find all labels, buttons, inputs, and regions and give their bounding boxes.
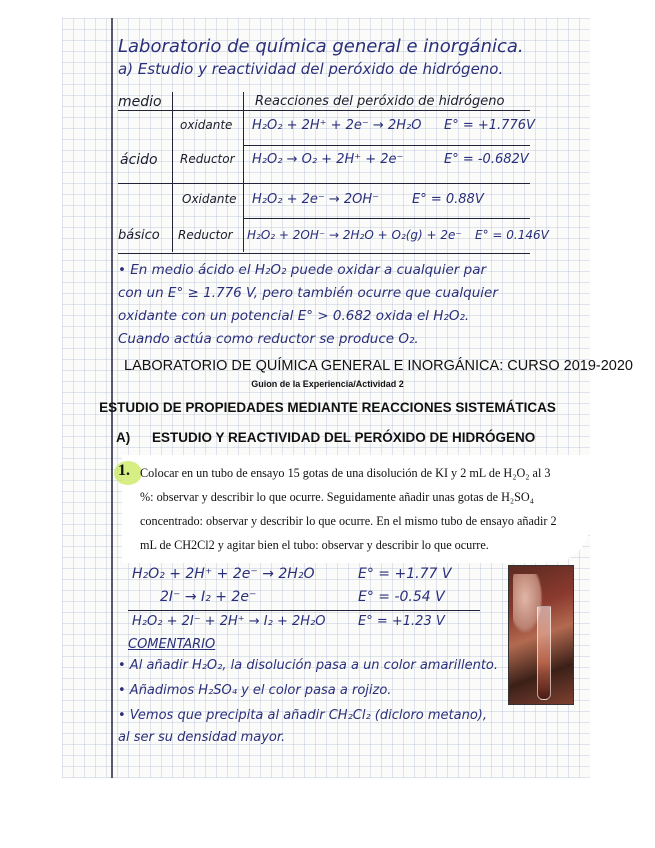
note-line-4: Cuando actúa como reductor se produce O₂. [118, 331, 419, 347]
note-line-3: oxidante con un potencial E° > 0.682 oxida el H₂O₂. [118, 308, 470, 324]
comment-line-4: al ser su densidad mayor. [118, 730, 286, 745]
test-tube [537, 606, 551, 700]
row3-type: Oxidante [182, 192, 237, 206]
table-header-reacciones: Reacciones del peróxido de hidrógeno [255, 94, 505, 109]
row3-reaction: H₂O₂ + 2e⁻ → 2OH⁻ [252, 192, 380, 207]
comment-title: COMENTARIO [128, 637, 216, 652]
row4-potential: E° = 0.146V [475, 228, 549, 242]
row3-potential: E° = 0.88V [412, 192, 484, 207]
table-row-line-1 [243, 145, 530, 146]
equation-3-potential: E° = +1.23 V [358, 614, 445, 629]
row1-potential: E° = +1.776V [444, 118, 535, 133]
table-header-medio: medio [118, 94, 162, 110]
equation-1: H₂O₂ + 2H⁺ + 2e⁻ → 2H₂O [132, 566, 315, 582]
row2-potential: E° = -0.682V [444, 152, 529, 167]
instruction-line-2: %: observar y describir lo que ocurre. Seguidamente añadir unas gotas de H₂SO₄ [140, 490, 534, 504]
row4-reaction: H₂O₂ + 2OH⁻ → 2H₂O + O₂(g) + 2e⁻ [247, 228, 462, 242]
lab-course-title: LABORATORIO DE QUÍMICA GENERAL E INORGÁNICA: CURSO 2019-2020 [124, 358, 633, 374]
notebook-margin-line [111, 18, 113, 778]
equation-2: 2I⁻ → I₂ + 2e⁻ [160, 589, 257, 605]
row2-medium: ácido [120, 152, 158, 168]
row1-type: oxidante [180, 118, 233, 132]
equation-sum-line [128, 610, 480, 611]
item-number: 1. [118, 462, 130, 479]
equation-3: H₂O₂ + 2I⁻ + 2H⁺ → I₂ + 2H₂O [132, 614, 326, 629]
equation-2-potential: E° = -0.54 V [358, 589, 445, 605]
equation-1-potential: E° = +1.77 V [358, 566, 452, 582]
comment-line-3: • Vemos que precipita al añadir CH₂Cl₂ (dicloro metano), [118, 708, 488, 723]
row2-type: Reductor [180, 152, 235, 166]
main-heading: ESTUDIO DE PROPIEDADES MEDIANTE REACCIONES SISTEMÁTICAS [99, 400, 556, 415]
section-letter: A) [116, 430, 131, 445]
table-bottom-line [118, 253, 530, 254]
test-tube-photo [508, 565, 574, 705]
row4-type: Reductor [178, 228, 233, 242]
handwritten-section-a: a) Estudio y reactividad del peróxido de hidrógeno. [118, 60, 504, 78]
table-row-line-2 [118, 183, 530, 184]
activity-subtitle: Guion de la Experiencia/Actividad 2 [251, 379, 404, 389]
row1-reaction: H₂O₂ + 2H⁺ + 2e⁻ → 2H₂O [252, 118, 422, 133]
row4-medium: básico [118, 228, 160, 243]
table-col-line-1 [172, 92, 173, 252]
note-line-2: con un E° ≥ 1.776 V, pero también ocurre que cualquier [118, 285, 498, 301]
handwritten-title: Laboratorio de química general e inorgánica. [118, 36, 524, 57]
instruction-line-3: concentrado: observar y describir lo que ocurre. En el mismo tubo de ensayo añadir 2 [140, 514, 557, 528]
table-col-line-2 [243, 92, 244, 252]
comment-line-1: • Al añadir H₂O₂, la disolución pasa a un color amarillento. [118, 658, 499, 673]
instruction-line-4: mL de CH2Cl2 y agitar bien el tubo: observar y describir lo que ocurre. [140, 538, 489, 552]
note-line-1: • En medio ácido el H₂O₂ puede oxidar a cualquier par [118, 262, 487, 278]
table-header-line [118, 110, 530, 111]
section-title: ESTUDIO Y REACTIVIDAD DEL PERÓXIDO DE HIDRÓGENO [152, 430, 536, 445]
instruction-line-1: Colocar en un tubo de ensayo 15 gotas de una disolución de KI y 2 mL de H₂O₂ al 3 [140, 466, 551, 480]
comment-line-2: • Añadimos H₂SO₄ y el color pasa a rojizo. [118, 683, 392, 698]
table-row-line-3 [243, 218, 530, 219]
row2-reaction: H₂O₂ → O₂ + 2H⁺ + 2e⁻ [252, 152, 404, 167]
